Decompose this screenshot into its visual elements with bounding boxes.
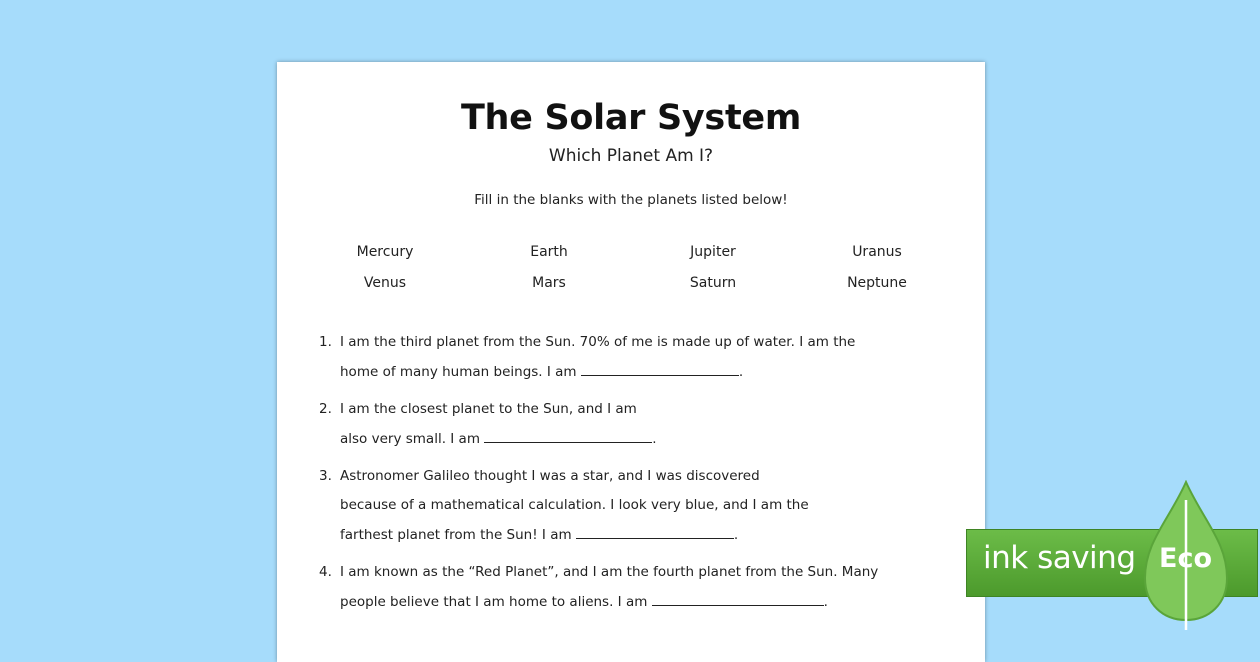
question-3-line-2: because of a mathematical calculation. I look very blue, and I am the xyxy=(340,497,809,513)
page-subtitle: Which Planet Am I? xyxy=(548,146,714,166)
question-2-end: . xyxy=(652,431,657,447)
question-1-text: home of many human beings. I am xyxy=(340,364,581,380)
worksheet-page xyxy=(277,62,985,662)
planet-word-neptune: Neptune xyxy=(847,275,907,291)
question-2-line-2 xyxy=(340,430,657,447)
question-4-line-1: I am known as the “Red Planet”, and I am the fourth planet from the Sun. Many xyxy=(340,564,879,580)
question-4-line-2 xyxy=(340,593,828,610)
question-2-text: also very small. I am xyxy=(340,431,485,447)
question-1-end: . xyxy=(738,364,744,380)
question-1-line-2 xyxy=(340,363,743,380)
answer-blank-1[interactable] xyxy=(581,363,739,376)
planet-word-earth: Earth xyxy=(530,244,568,260)
instruction-text: Fill in the blanks with the planets listed below! xyxy=(474,192,788,208)
answer-blank-4[interactable] xyxy=(652,593,824,606)
page-title: The Solar System xyxy=(460,98,802,138)
question-1-number: 1. xyxy=(319,334,332,350)
answer-blank-2[interactable] xyxy=(484,430,652,443)
eco-label: Eco xyxy=(1159,543,1212,574)
planet-word-uranus: Uranus xyxy=(852,244,902,260)
question-3-text: farthest planet from the Sun! I am xyxy=(340,527,576,543)
question-4-end: . xyxy=(823,594,828,610)
answer-blank-3[interactable] xyxy=(576,526,734,539)
question-3-line-1: Astronomer Galileo thought I was a star, and I was discovered xyxy=(340,468,760,484)
question-3-line-3 xyxy=(340,526,738,543)
question-3-end: . xyxy=(733,527,739,543)
planet-word-mars: Mars xyxy=(532,275,566,291)
planet-word-venus: Venus xyxy=(363,275,407,291)
planet-word-mercury: Mercury xyxy=(356,244,414,260)
question-1-line-1: I am the third planet from the Sun. 70% of me is made up of water. I am the xyxy=(340,334,856,350)
planet-word-saturn: Saturn xyxy=(689,275,737,291)
question-4-number: 4. xyxy=(319,564,332,580)
question-3-number: 3. xyxy=(319,468,332,484)
planet-word-jupiter: Jupiter xyxy=(690,244,736,260)
ink-saving-text: ink saving xyxy=(983,540,1136,576)
question-2-line-1: I am the closest planet to the Sun, and I am xyxy=(340,401,637,417)
question-2-number: 2. xyxy=(319,401,332,417)
question-4-text: people believe that I am home to aliens. I am xyxy=(340,594,652,610)
